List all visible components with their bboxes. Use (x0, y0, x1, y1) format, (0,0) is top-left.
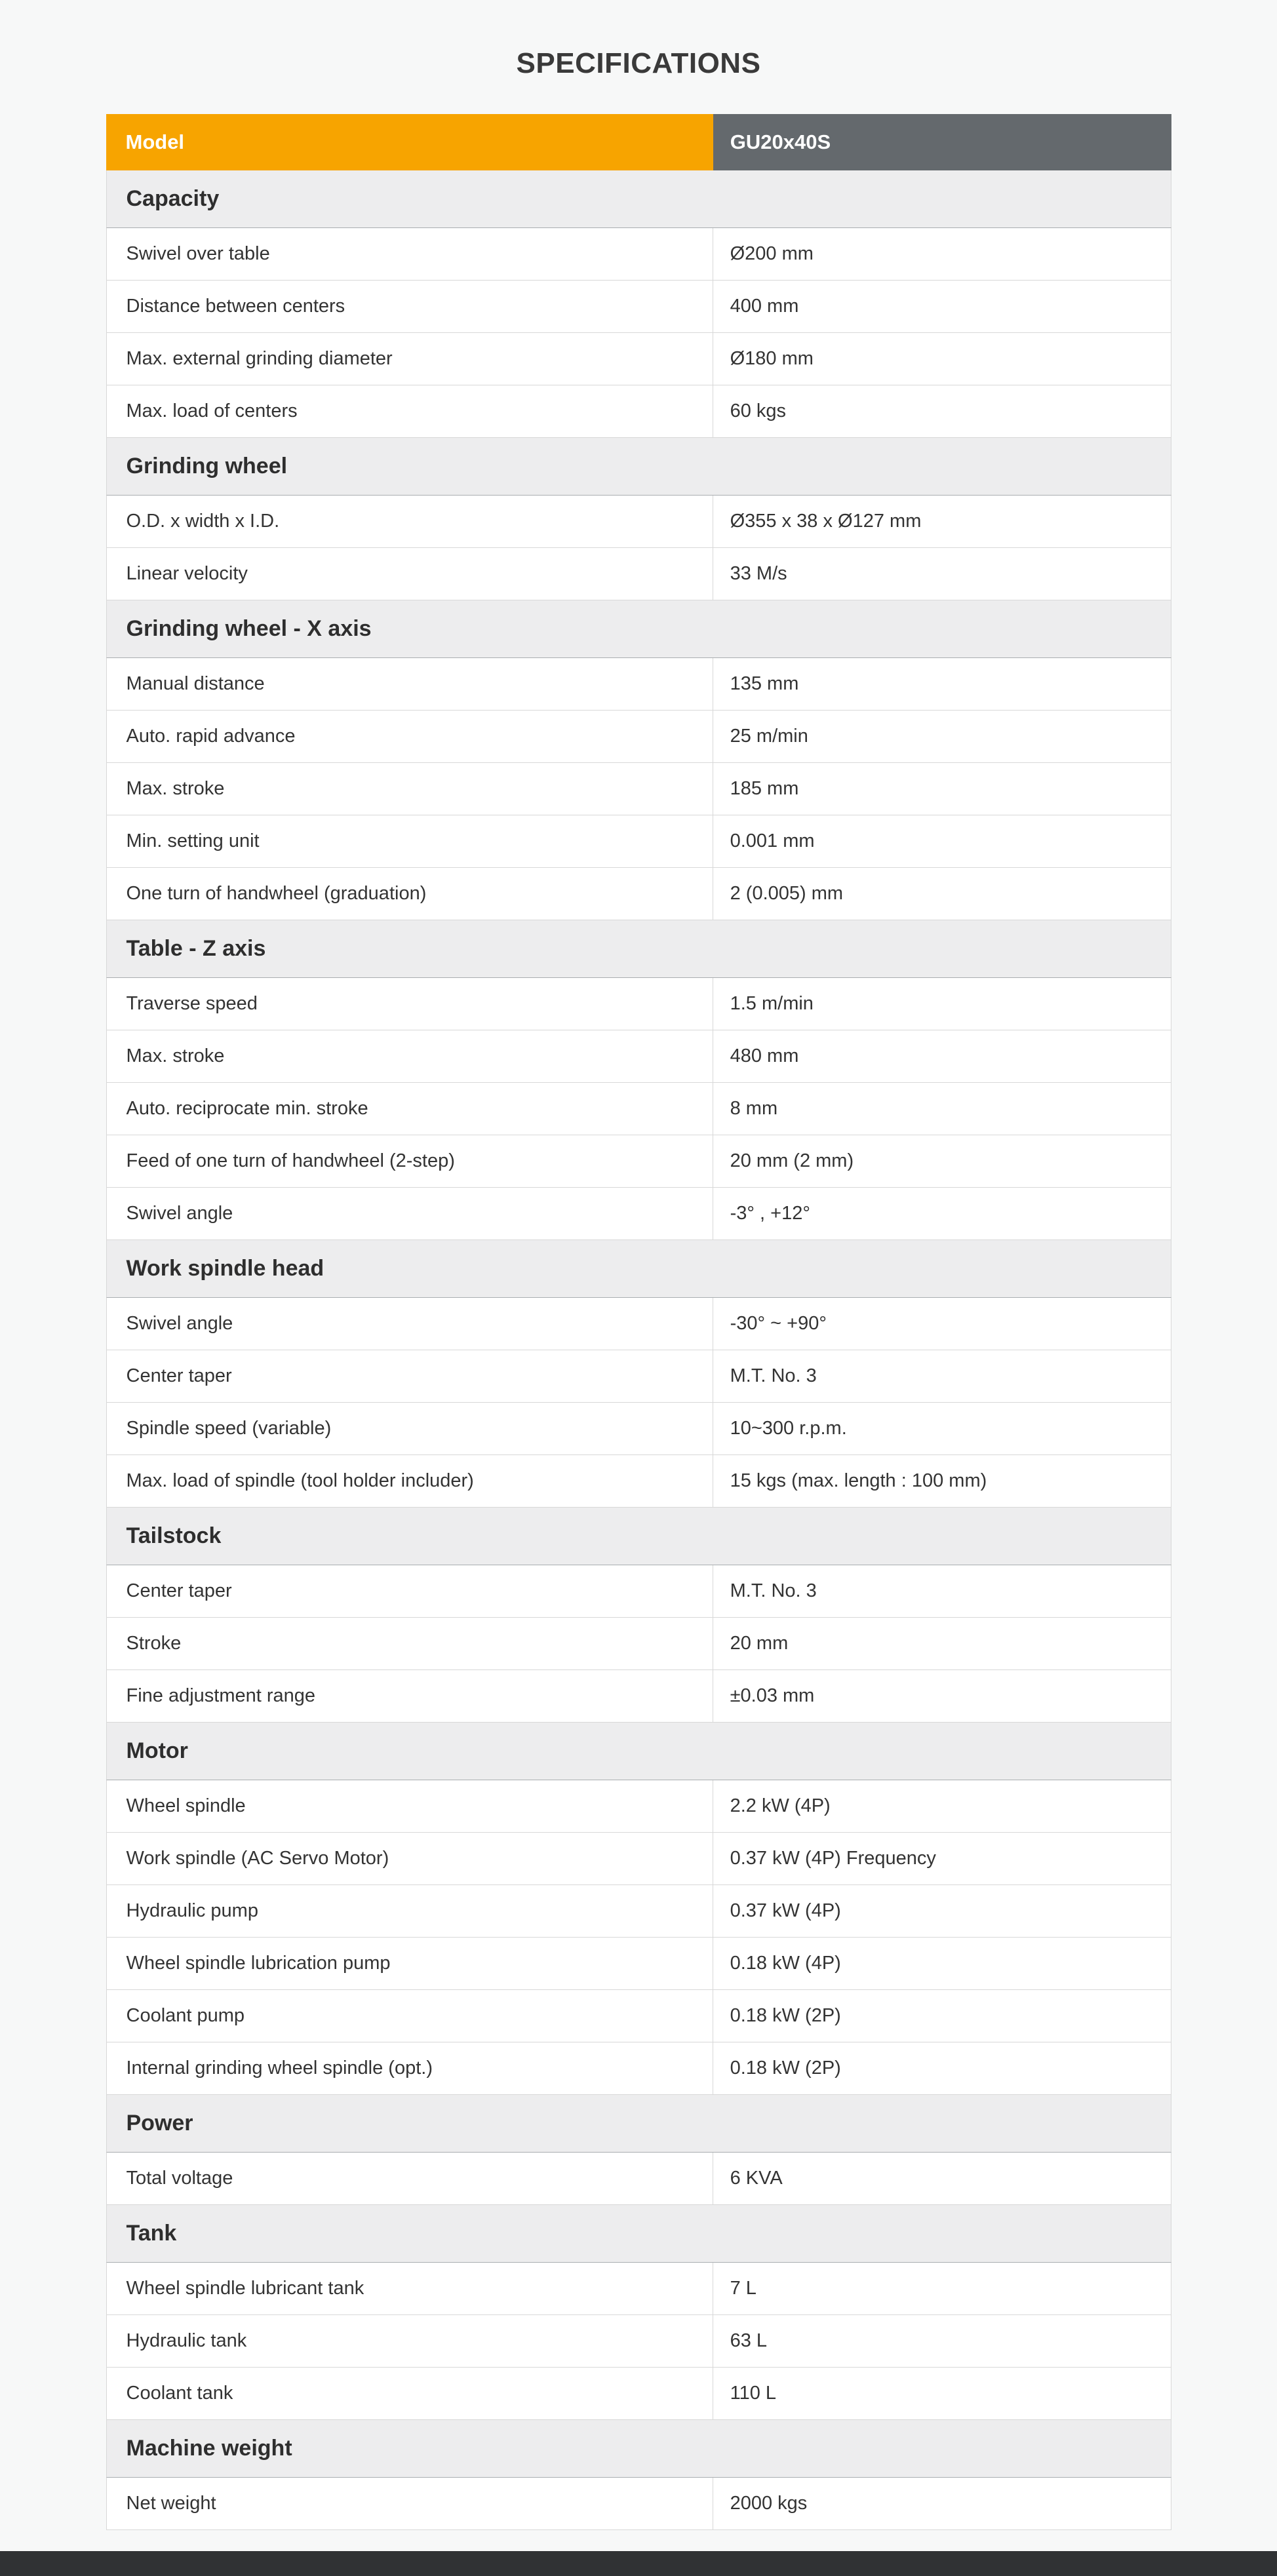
spec-row-value: 20 mm (730, 1633, 789, 1654)
spec-row-value: 20 mm (2 mm) (730, 1150, 854, 1171)
section-title: Capacity (126, 186, 220, 211)
spec-row-label: Wheel spindle lubricant tank (107, 2263, 713, 2314)
spec-row (106, 1403, 1171, 1455)
spec-row-value: 15 kgs (max. length : 100 mm) (730, 1470, 987, 1491)
spec-row-label: O.D. x width x I.D. (107, 496, 713, 547)
spec-row-label: Feed of one turn of handwheel (2-step) (107, 1135, 713, 1187)
spec-row-label: Spindle speed (variable) (107, 1403, 713, 1454)
spec-row-value: 0.18 kW (2P) (730, 2058, 841, 2078)
spec-row-label: Wheel spindle (107, 1780, 713, 1832)
page-title: SPECIFICATIONS (516, 47, 761, 79)
spec-row-label: Center taper (107, 1565, 713, 1617)
spec-row-label: Traverse speed (107, 978, 713, 1030)
spec-row-label: Auto. reciprocate min. stroke (107, 1083, 713, 1135)
spec-row-label: Hydraulic tank (107, 2315, 713, 2367)
section-title: Machine weight (126, 2436, 292, 2461)
spec-row (106, 2042, 1171, 2095)
spec-row-label: Fine adjustment range (107, 1670, 713, 1722)
spec-row (106, 978, 1171, 1030)
spec-row-value: 2.2 kW (4P) (730, 1795, 831, 1816)
spec-row-value: 110 L (730, 2383, 777, 2404)
spec-row-value: M.T. No. 3 (730, 1580, 817, 1601)
section-header-power (106, 2095, 1171, 2153)
spec-row-value: 0.001 mm (730, 830, 815, 851)
spec-row-value: 6 KVA (730, 2168, 783, 2189)
spec-row (106, 2368, 1171, 2420)
spec-row-value: 400 mm (730, 296, 799, 317)
spec-row (106, 2315, 1171, 2368)
spec-row-label: Coolant tank (107, 2368, 713, 2419)
section-title: Grinding wheel - X axis (126, 616, 372, 641)
section-title: Tailstock (126, 1523, 222, 1548)
spec-row-value: Ø200 mm (730, 243, 814, 264)
section-header-machine-weight (106, 2420, 1171, 2478)
spec-row-value: 8 mm (730, 1098, 778, 1119)
spec-row (106, 868, 1171, 920)
section-title: Work spindle head (126, 1256, 324, 1281)
spec-row (106, 281, 1171, 333)
spec-row-value: 63 L (730, 2330, 768, 2351)
model-header-value: GU20x40S (713, 114, 1171, 170)
spec-row-label: Manual distance (107, 658, 713, 710)
spec-row-label: Internal grinding wheel spindle (opt.) (107, 2042, 713, 2094)
spec-row (106, 1083, 1171, 1135)
spec-row (106, 1030, 1171, 1083)
spec-row-label: Hydraulic pump (107, 1885, 713, 1937)
spec-row (106, 1350, 1171, 1403)
spec-row-value: ±0.03 mm (730, 1685, 815, 1706)
spec-row-label: Max. stroke (107, 1030, 713, 1082)
section-header-capacity (106, 170, 1171, 228)
spec-row-label: Swivel angle (107, 1188, 713, 1239)
spec-row-label: Wheel spindle lubrication pump (107, 1938, 713, 1989)
spec-row-value: Ø180 mm (730, 348, 814, 369)
spec-row-value: Ø355 x 38 x Ø127 mm (730, 511, 922, 532)
section-header-tank (106, 2205, 1171, 2263)
spec-row (106, 1780, 1171, 1833)
spec-row (106, 2478, 1171, 2530)
spec-row-label: Stroke (107, 1618, 713, 1669)
spec-row-value: 10~300 r.p.m. (730, 1418, 847, 1439)
spec-row-label: One turn of handwheel (graduation) (107, 868, 713, 920)
spec-row-label: Swivel angle (107, 1298, 713, 1350)
spec-row-value: -30° ~ +90° (730, 1313, 827, 1334)
spec-row (106, 658, 1171, 711)
spec-row (106, 385, 1171, 438)
section-header-table-z-axis (106, 920, 1171, 978)
spec-row-label: Net weight (107, 2478, 713, 2529)
spec-row-label: Max. load of centers (107, 385, 713, 437)
spec-row (106, 1938, 1171, 1990)
spec-row-value: 0.18 kW (2P) (730, 2005, 841, 2026)
spec-row (106, 815, 1171, 868)
spec-row (106, 1135, 1171, 1188)
spec-row-label: Center taper (107, 1350, 713, 1402)
spec-row (106, 1990, 1171, 2042)
section-title: Table - Z axis (126, 936, 266, 961)
spec-row (106, 228, 1171, 281)
spec-row-label: Max. stroke (107, 763, 713, 815)
spec-row (106, 711, 1171, 763)
section-title: Power (126, 2111, 193, 2136)
spec-row-label: Coolant pump (107, 1990, 713, 2042)
spec-row-label: Total voltage (107, 2153, 713, 2204)
spec-row (106, 548, 1171, 600)
section-header-work-spindle-head (106, 1240, 1171, 1298)
spec-row-value: 185 mm (730, 778, 799, 799)
spec-row-value: 0.37 kW (4P) Frequency (730, 1848, 936, 1869)
spec-row-label: Max. external grinding diameter (107, 333, 713, 385)
spec-row (106, 1618, 1171, 1670)
spec-row-value: 1.5 m/min (730, 993, 814, 1014)
spec-row-value: 0.18 kW (4P) (730, 1953, 841, 1974)
spec-row-label: Auto. rapid advance (107, 711, 713, 762)
spec-row-value: 7 L (730, 2278, 756, 2299)
section-title: Grinding wheel (126, 454, 288, 478)
spec-table (106, 114, 1171, 2530)
section-header-grinding-wheel-x-axis (106, 600, 1171, 658)
spec-row-value: 60 kgs (730, 400, 787, 421)
spec-row-value: M.T. No. 3 (730, 1365, 817, 1386)
spec-row-value: 33 M/s (730, 563, 787, 584)
spec-row (106, 1565, 1171, 1618)
spec-row-label: Work spindle (AC Servo Motor) (107, 1833, 713, 1884)
spec-row (106, 1833, 1171, 1885)
spec-row-value: 0.37 kW (4P) (730, 1900, 841, 1921)
spec-row-value: 2000 kgs (730, 2493, 808, 2514)
spec-row (106, 1455, 1171, 1508)
spec-row (106, 2263, 1171, 2315)
spec-row-label: Swivel over table (107, 228, 713, 280)
page-footer-bar (0, 2551, 1277, 2576)
section-header-motor (106, 1723, 1171, 1780)
spec-row-value: 480 mm (730, 1045, 799, 1066)
spec-row-value: 2 (0.005) mm (730, 883, 844, 904)
spec-row (106, 333, 1171, 385)
spec-row-value: -3° , +12° (730, 1203, 810, 1224)
spec-row (106, 2153, 1171, 2205)
model-header-label: Model (106, 114, 713, 170)
spec-row-label: Linear velocity (107, 548, 713, 600)
spec-row (106, 1188, 1171, 1240)
section-title: Tank (126, 2221, 177, 2246)
spec-row-value: 135 mm (730, 673, 799, 694)
spec-row (106, 763, 1171, 815)
spec-row-label: Min. setting unit (107, 815, 713, 867)
section-header-tailstock (106, 1508, 1171, 1565)
spec-row (106, 1298, 1171, 1350)
spec-row (106, 496, 1171, 548)
section-title: Motor (126, 1738, 188, 1763)
spec-table-body (106, 170, 1171, 2530)
spec-row-label: Distance between centers (107, 281, 713, 332)
spec-row-value: 25 m/min (730, 726, 808, 747)
model-header-row (106, 114, 1171, 170)
spec-row (106, 1670, 1171, 1723)
section-header-grinding-wheel (106, 438, 1171, 496)
spec-row-label: Max. load of spindle (tool holder includer) (107, 1455, 713, 1507)
spec-row (106, 1885, 1171, 1938)
